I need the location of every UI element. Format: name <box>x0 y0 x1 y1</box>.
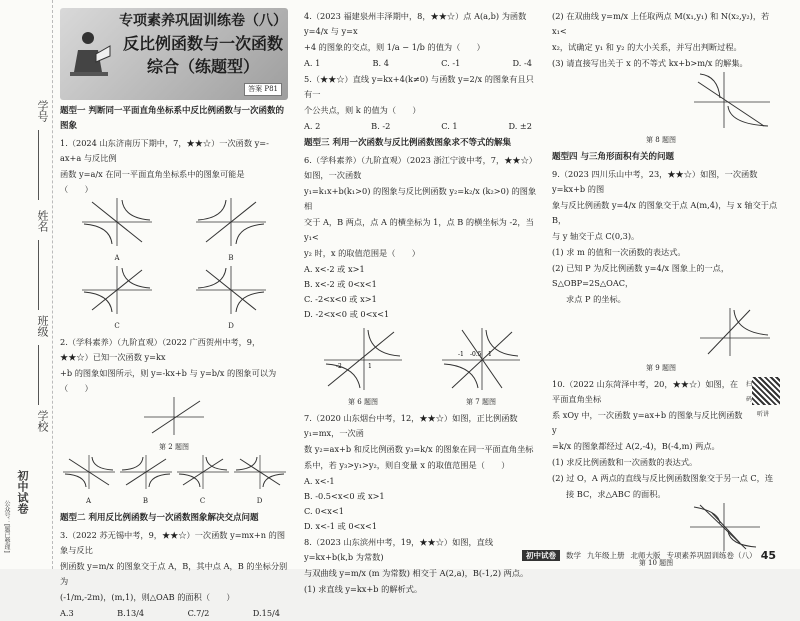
fig6-fig7-row <box>304 328 540 410</box>
q9-line-1: 9.（2023 四川乐山中考，23，★★☆）如图，一次函数 y=kx+b 的图 <box>552 169 758 194</box>
q3-line-2: 例函数 y=m/x 的图象交于点 A，B，其中点 A，B 的坐标分别为 <box>60 561 288 586</box>
q2-graph-a <box>63 455 115 509</box>
q2-label-d: D <box>256 497 263 505</box>
column-1 <box>60 8 288 621</box>
q5-option-b: B. -2 <box>371 121 391 131</box>
q5-option-c: C. 1 <box>441 121 458 131</box>
q4-option-c: C. -1 <box>441 58 461 68</box>
q7-line-1: 7.（2020 山东烟台中考，12，★★☆）如图，正比例函数 y₁=mx，一次函 <box>304 413 518 438</box>
fig9-caption: 第 9 题图 <box>646 364 676 372</box>
fig9-wrap <box>552 308 780 376</box>
q2-label-b: B <box>142 497 149 505</box>
q1-graph-b-plot <box>196 198 266 246</box>
column-2 <box>304 8 540 598</box>
q9-line-3: 与 y 轴交于点 C(0,3)。 <box>552 231 640 241</box>
footer-subject: 数学 <box>566 550 581 560</box>
page-number: 45 <box>760 548 776 562</box>
q1-graph-d <box>196 266 266 334</box>
q7-option-a: A. x<-1 <box>304 476 335 486</box>
class-label: 班级 <box>36 315 49 337</box>
q6-options <box>304 262 424 322</box>
fig8-plot <box>694 72 770 128</box>
answer-ref-badge: 答案 P81 <box>244 83 282 96</box>
student-id-line <box>38 130 39 200</box>
q1-label-b: B <box>228 254 234 262</box>
svg-text:-2: -2 <box>336 363 342 370</box>
q2-graph-d <box>234 455 286 509</box>
fig8-caption: 第 8 题图 <box>646 136 676 144</box>
q8-line-2: 与双曲线 y=m/x (m 为常数) 相交于 A(2,a)，B(-1,2) 两点。 <box>304 568 529 578</box>
footer-edition: 北师大版 <box>630 550 661 560</box>
q5-option-d: D. ±2 <box>508 121 532 131</box>
section-2-heading: 题型二 利用反比例函数与一次函数图象解决交点问题 <box>60 513 259 523</box>
q4-options <box>304 56 540 71</box>
q10-part2-line-1: (2) 过 O，A 两点的直线与反比例函数图象交于另一点 C，连 <box>552 473 774 483</box>
q2-graph-c-plot <box>177 455 229 489</box>
q4-option-d: D. -4 <box>512 58 532 68</box>
svg-text:-0.5: -0.5 <box>470 351 482 358</box>
q6-option-d: D. -2<x<0 或 0<x<1 <box>304 309 390 319</box>
q10-line-1: 10.（2022 山东菏泽中考，20，★★☆）如图，在平面直角坐标 <box>552 379 739 404</box>
brand-vertical: 初中试卷 <box>16 470 29 514</box>
q1-line-2: 函数 y=a/x 在同一平面直角坐标系中的图象可能是 （ ） <box>60 169 270 194</box>
q2-graph-a-plot <box>63 455 115 489</box>
q5-option-a: A. 2 <box>304 121 321 131</box>
qr-caption: 扫码听讲 <box>746 381 769 418</box>
q3-option-a: A.3 <box>60 608 74 618</box>
title-banner <box>60 8 288 100</box>
q5-line-2: 个公共点，则 k 的值为（ ） <box>304 105 421 115</box>
q2-graph-d-plot <box>234 455 286 489</box>
q6-line-2: y₁=k₁x+b(k₁>0) 的图象与反比例函数 y₂=k₂/x (k₂>0) 的图象相 <box>304 186 537 211</box>
fig7-wrap <box>442 328 520 410</box>
q7-option-c: C. 0<x<1 <box>304 506 344 516</box>
fig10-plot <box>690 503 760 551</box>
q1-graph-d-plot <box>196 266 266 314</box>
q10-block <box>552 377 780 454</box>
class-line <box>38 345 39 405</box>
binding-margin <box>0 0 53 569</box>
q3-line-3: (-1/m,-2m)，(m,1)，则△OAB 的面积（ ） <box>60 592 235 602</box>
q10-part2-line-2: 接 BC，求△ABC 的面积。 <box>566 489 666 499</box>
person-reading-icon <box>66 28 112 88</box>
svg-text:1: 1 <box>368 363 372 370</box>
q1-label-a: A <box>114 254 120 262</box>
fig6-plot <box>324 328 402 390</box>
qr-code-icon[interactable] <box>752 377 780 405</box>
q2-graph-b <box>120 455 172 509</box>
q8-part3: (3) 请直接写出关于 x 的不等式 kx+b>m/x 的解集。 <box>552 58 748 68</box>
q1-graphs-row-2 <box>60 266 288 334</box>
q1-graph-a-plot <box>82 198 152 246</box>
footer-brand: 初中试卷 <box>522 550 560 561</box>
school-label: 学校 <box>36 410 49 432</box>
q6-options-and-figures <box>304 262 540 322</box>
q1-graph-c <box>82 266 152 334</box>
fig2-wrap <box>60 397 288 455</box>
fig6-wrap <box>324 328 402 410</box>
q1-graph-a <box>82 198 152 266</box>
q6-line-4: y₂ 时，x 的取值范围是（ ） <box>304 248 420 258</box>
fig10-caption: 第 10 题图 <box>638 559 674 567</box>
q2-label-a: A <box>85 497 92 505</box>
q2-graph-c <box>177 455 229 509</box>
q6-option-b: B. x<-2 或 0<x<1 <box>304 279 377 289</box>
fig7-caption: 第 7 题图 <box>466 398 496 406</box>
fig6-caption: 第 6 题图 <box>348 398 378 406</box>
fig2-plot <box>144 397 204 435</box>
q9-part2-line-2: 求点 P 的坐标。 <box>566 294 626 304</box>
q5-line-1: 5.（★★☆）直线 y=kx+4(k≠0) 与函数 y=2/x 的图象有且只有一 <box>304 74 534 99</box>
qr-block[interactable] <box>746 377 780 422</box>
q9-part1: (1) 求 m 的值和一次函数的表达式。 <box>552 247 686 257</box>
q3-option-b: B.13/4 <box>117 608 145 618</box>
q5-options <box>304 119 540 134</box>
q9-part2-line-1: (2) 已知 P 为反比例函数 y=4/x 图象上的一点，S△OBP=2S△OAC， <box>552 263 730 288</box>
title-line-1: 专项素养巩固训练卷（八） <box>119 13 287 29</box>
svg-text:-1: -1 <box>458 351 464 358</box>
footer-grade: 九年级上册 <box>587 550 625 560</box>
q1-label-c: C <box>114 322 120 330</box>
q10-part1: (1) 求反比例函数和一次函数的表达式。 <box>552 457 698 467</box>
q2-label-c: C <box>199 497 206 505</box>
q6-option-a: A. x<-2 或 x>1 <box>304 264 365 274</box>
q1-line-1: 1.（2024 山东济南历下期中，7，★★☆）一次函数 y=-ax+a 与反比例 <box>60 138 269 163</box>
svg-text:1: 1 <box>488 351 492 358</box>
fig9-plot <box>700 308 770 356</box>
q2-line-1: 2.（学科素养）（九阶直观）（2022 广西贺州中考，9，★★☆）已知一次函数 y=kx <box>60 337 261 362</box>
name-label: 姓名 <box>36 210 49 232</box>
q7-option-d: D. x<-1 或 0<x<1 <box>304 521 378 531</box>
q3-options <box>60 606 288 621</box>
fig2-caption: 第 2 题图 <box>159 443 189 451</box>
section-3-heading: 题型三 利用一次函数与反比例函数图象求不等式的解集 <box>304 138 511 148</box>
q2-graphs-row <box>60 455 288 509</box>
q1-label-d: D <box>228 322 234 330</box>
student-id-label: 学号 <box>36 100 49 122</box>
page-footer <box>522 547 800 563</box>
q4-option-a: A. 1 <box>304 58 321 68</box>
name-line <box>38 240 39 310</box>
q2-graph-b-plot <box>120 455 172 489</box>
q1-graph-c-plot <box>82 266 152 314</box>
q4-option-b: B. 4 <box>372 58 389 68</box>
section-4-heading: 题型四 与三角形面积有关的问题 <box>552 152 674 162</box>
q8-line-3: (1) 求直线 y=kx+b 的解析式。 <box>304 584 423 594</box>
q3-line-1: 3.（2022 苏无锡中考，9，★★☆）一次函数 y=mx+n 的图象与反比 <box>60 530 286 555</box>
column-3 <box>552 8 780 571</box>
q7-option-b: B. -0.5<x<0 或 x>1 <box>304 491 385 501</box>
fig7-plot <box>442 328 520 390</box>
q6-line-3: 交于 A，B 两点，点 A 的横坐标为 1，点 B 的横坐标为 -2，当 y₁< <box>304 217 534 242</box>
q7-line-2: 数 y₂=ax+b 和反比例函数 y₃=k/x 的图象在同一平面直角坐标 <box>304 444 534 454</box>
q6-line-1: 6.（学科素养）（九阶直观）（2023 浙江宁波中考，7，★★☆）如图，一次函数 <box>304 155 537 180</box>
fig8-wrap <box>552 72 780 148</box>
q2-line-2: +b 的图象如图所示，则 y=-kx+b 与 y=b/x 的图象可以为（ ） <box>60 368 277 393</box>
title-line-2: 反比例函数与一次函数 <box>122 34 283 53</box>
margin-note: 公众号：[题已整理] <box>3 500 10 553</box>
q3-option-c: C.7/2 <box>187 608 210 618</box>
q4-line-2: +4 的图象的交点，则 1/a − 1/b 的值为（ ） <box>304 42 485 52</box>
q10-line-2: 系 xOy 中，一次函数 y=ax+b 的图象与反比例函数 y <box>552 410 743 435</box>
q9-line-2: 象与反比例函数 y=4/x 的图象交于点 A(m,4)，与 x 轴交于点 B， <box>552 200 778 225</box>
q8-part2-line-1: (2) 在双曲线 y=m/x 上任取两点 M(x₁,y₁) 和 N(x₂,y₂)，若 x₁< <box>552 11 770 36</box>
q10-line-3: =k/x 的图象都经过 A(2,-4)，B(-4,m) 两点。 <box>552 441 720 451</box>
footer-title: 专项素养巩固训练卷（八） <box>666 550 757 560</box>
q8-part2-line-2: x₂，试确定 y₁ 和 y₂ 的大小关系，并写出判断过程。 <box>552 42 742 52</box>
q6-option-c: C. -2<x<0 或 x>1 <box>304 294 377 304</box>
q1-graphs-row-1 <box>60 198 288 266</box>
q4-line-1: 4.（2023 福建泉州丰泽期中，8，★★☆）点 A(a,b) 为函数 y=4/x 与 y=x <box>304 11 527 36</box>
q1-graph-b <box>196 198 266 266</box>
section-1-heading: 题型一 判断同一平面直角坐标系中反比例函数与一次函数的图象 <box>60 106 284 131</box>
title-line-3: 综合（练题型） <box>146 57 259 76</box>
q7-line-3: 系中，若 y₃>y₁>y₂，则自变量 x 的取值范围是（ ） <box>304 460 510 470</box>
q8-line-1: 8.（2023 山东滨州中考，19，★★☆）如图，直线 y=kx+b(k,b 为常数) <box>304 537 494 562</box>
q3-option-d: D.15/4 <box>252 608 280 618</box>
